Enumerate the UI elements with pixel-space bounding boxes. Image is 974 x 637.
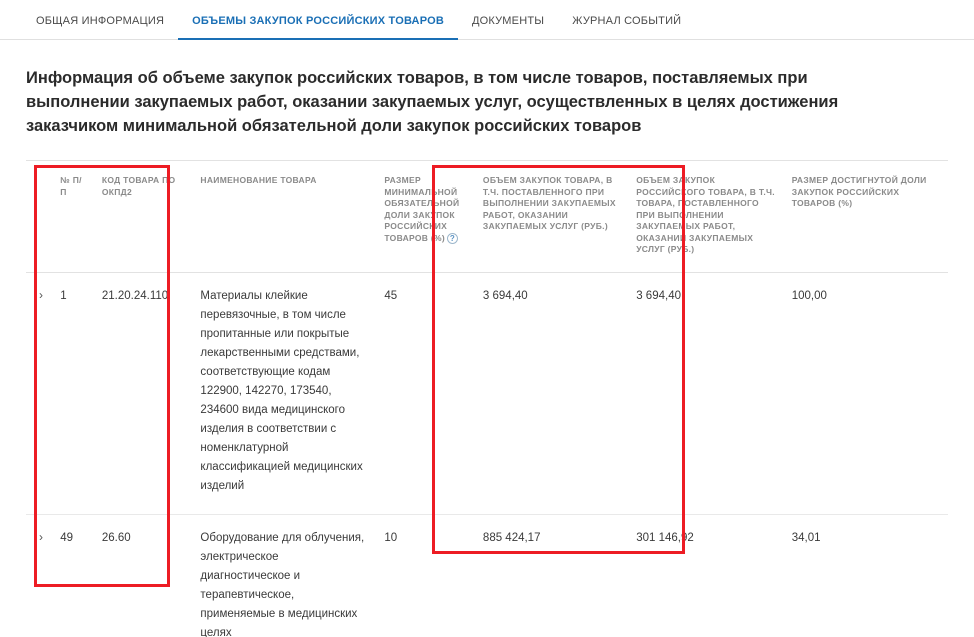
cell-okpd2-code: 21.20.24.110: [94, 272, 193, 514]
column-header-volume-total: ОБЪЕМ ЗАКУПОК ТОВАРА, В Т.Ч. ПОСТАВЛЕННОГО ПРИ ВЫПОЛНЕНИИ ЗАКУПАЕМЫХ РАБОТ, ОКАЗАНИИ ЗАКУПАЕМЫХ УСЛУГ (РУБ.): [475, 161, 628, 273]
cell-number: 1: [52, 272, 94, 514]
cell-achieved-share: 100,00: [784, 272, 948, 514]
column-header-expand: [26, 161, 52, 273]
help-icon[interactable]: ?: [447, 233, 458, 244]
table-row: [26, 514, 948, 637]
column-header-achieved-share: РАЗМЕР ДОСТИГНУТОЙ ДОЛИ ЗАКУПОК РОССИЙСКИХ ТОВАРОВ (%): [784, 161, 948, 273]
row-expander-cell: [26, 272, 52, 514]
column-header-number: № П/П: [52, 161, 94, 273]
cell-number: 49: [52, 514, 94, 637]
tab-event-log[interactable]: ЖУРНАЛ СОБЫТИЙ: [572, 15, 682, 27]
cell-volume-total: 3 694,40: [475, 272, 628, 514]
column-header-okpd2-code: КОД ТОВАРА ПО ОКПД2: [94, 161, 193, 273]
tab-bar: [0, 0, 974, 40]
cell-volume-russian: 301 146,92: [628, 514, 783, 637]
cell-product-name: Оборудование для облучения, электрическое диагностическое и терапевтическое, применяемые в медицинских целях: [192, 514, 376, 637]
cell-volume-total: 885 424,17: [475, 514, 628, 637]
cell-achieved-share: 34,01: [784, 514, 948, 637]
column-header-product-name: НАИМЕНОВАНИЕ ТОВАРА: [192, 161, 376, 273]
row-expander-cell: [26, 514, 52, 637]
page-title: Информация об объеме закупок российских товаров, в том числе товаров, поставляемых при выполнении закупаемых работ, оказании закупаемых услуг, осуществленных в целях достижения заказчиком минимальной обязательной доли закупок российских товаров: [26, 69, 839, 135]
cell-min-share: 45: [376, 272, 475, 514]
cell-okpd2-code: 26.60: [94, 514, 193, 637]
table-header-row: [26, 161, 948, 273]
cell-product-name: Материалы клейкие перевязочные, в том числе пропитанные или покрытые лекарственными средствами, соответствующие кодам 122900, 142270, 173540, 234600 вида медицинского изделия в соответствии с номенклатурной классификацией медицинских изделий: [192, 272, 376, 514]
table-body: [26, 272, 948, 637]
cell-volume-russian: 3 694,40: [628, 272, 783, 514]
tab-general-info[interactable]: ОБЩАЯ ИНФОРМАЦИЯ: [36, 15, 165, 27]
table-row: [26, 272, 948, 514]
table-header: [26, 161, 948, 273]
chevron-right-icon[interactable]: ›: [39, 287, 43, 302]
cell-min-share: 10: [376, 514, 475, 637]
column-header-min-share: [376, 161, 475, 273]
chevron-right-icon[interactable]: ›: [39, 529, 43, 544]
tab-procurement-volumes[interactable]: ОБЪЕМЫ ЗАКУПОК РОССИЙСКИХ ТОВАРОВ: [178, 15, 458, 40]
tab-documents[interactable]: ДОКУМЕНТЫ: [471, 15, 545, 27]
column-header-min-share-label: РАЗМЕР МИНИМАЛЬНОЙ ОБЯЗАТЕЛЬНОЙ ДОЛИ ЗАКУПОК РОССИЙСКИХ ТОВАРОВ (%): [384, 175, 460, 243]
procurement-table: [26, 160, 948, 637]
procurement-table-wrapper: [26, 160, 948, 637]
column-header-volume-russian: ОБЪЕМ ЗАКУПОК РОССИЙСКОГО ТОВАРА, В Т.Ч. ТОВАРА, ПОСТАВЛЕННОГО ПРИ ВЫПОЛНЕНИИ ЗАКУПАЕМЫХ РАБОТ, ОКАЗАНИИ ЗАКУПАЕМЫХ УСЛУГ (РУБ.): [628, 161, 783, 273]
